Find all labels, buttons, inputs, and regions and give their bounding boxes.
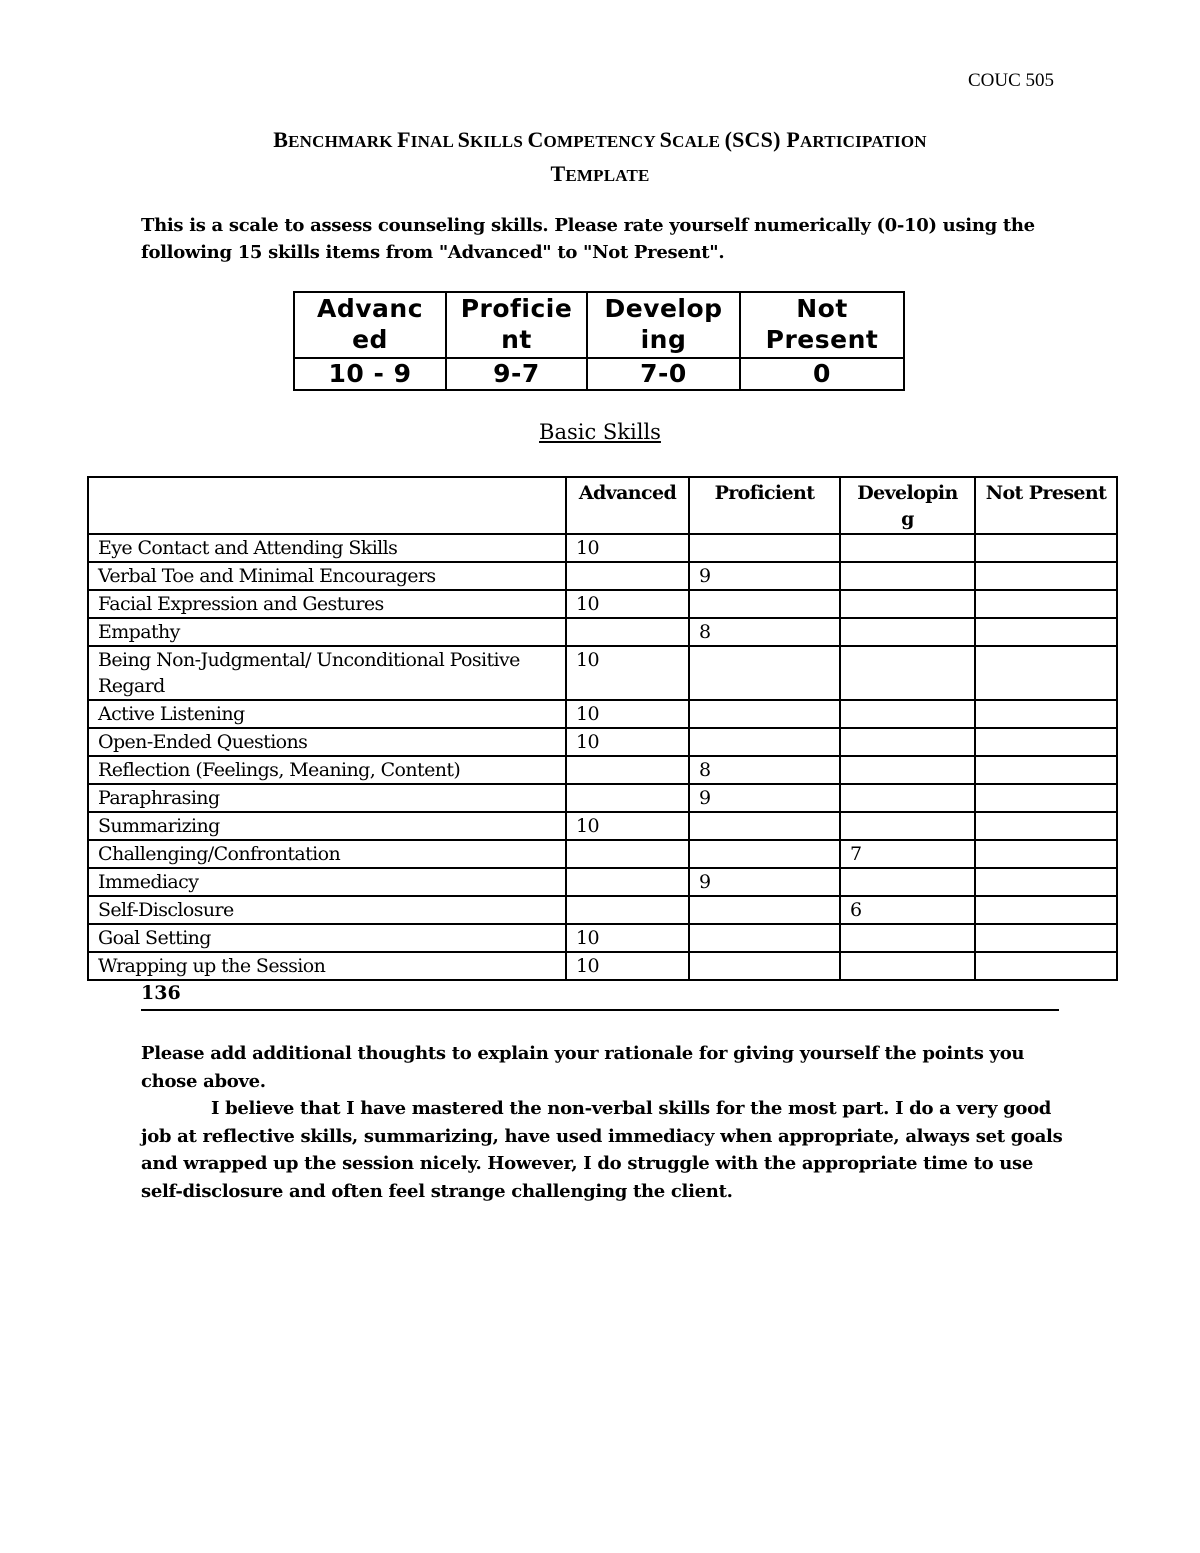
divider-line (141, 1009, 1059, 1011)
title-initial: P (786, 127, 800, 152)
advanced-cell: 10 (566, 728, 689, 756)
developing-cell: 6 (840, 896, 975, 924)
table-row (88, 618, 1117, 646)
proficient-cell (689, 896, 840, 924)
proficient-cell (689, 952, 840, 980)
proficient-cell: 9 (689, 868, 840, 896)
column-header-developing: Developin g (840, 477, 975, 534)
advanced-cell (566, 896, 689, 924)
table-row (88, 728, 1117, 756)
advanced-cell (566, 562, 689, 590)
proficient-cell (689, 646, 840, 700)
skill-name-cell: Paraphrasing (88, 784, 566, 812)
title-line-2 (140, 158, 1060, 192)
skill-name-cell: Eye Contact and Attending Skills (88, 534, 566, 562)
scale-header-advanced: Advanc ed (294, 292, 446, 358)
scale-range-advanced: 10 - 9 (294, 358, 446, 390)
table-row (88, 590, 1117, 618)
skill-name-cell: Empathy (88, 618, 566, 646)
proficient-cell (689, 812, 840, 840)
proficient-cell (689, 590, 840, 618)
advanced-cell: 10 (566, 952, 689, 980)
title-initial: (SCS) (724, 127, 787, 152)
scale-header-not-present: Not Present (740, 292, 904, 358)
section-heading: Basic Skills (539, 420, 661, 444)
table-row (88, 952, 1117, 980)
column-header-proficient: Proficient (689, 477, 840, 534)
developing-cell (840, 728, 975, 756)
column-header-skill (88, 477, 566, 534)
not-present-cell (975, 756, 1117, 784)
proficient-cell (689, 728, 840, 756)
scale-range-not-present: 0 (740, 358, 904, 390)
proficient-cell (689, 924, 840, 952)
advanced-cell (566, 756, 689, 784)
advanced-cell (566, 868, 689, 896)
skill-name-cell: Verbal Toe and Minimal Encouragers (88, 562, 566, 590)
not-present-cell (975, 728, 1117, 756)
title-small-caps: KILLS (470, 132, 528, 151)
skills-table (87, 476, 1118, 981)
table-row (88, 646, 1117, 700)
proficient-cell (689, 840, 840, 868)
proficient-cell: 8 (689, 618, 840, 646)
table-row (88, 896, 1117, 924)
title-initial: B (273, 127, 289, 152)
not-present-cell (975, 700, 1117, 728)
column-header-not-present: Not Present (975, 477, 1117, 534)
course-code: COUC 505 (968, 70, 1055, 91)
proficient-cell: 9 (689, 562, 840, 590)
table-row (88, 700, 1117, 728)
table-row (88, 840, 1117, 868)
not-present-cell (975, 646, 1117, 700)
table-row (88, 562, 1117, 590)
developing-cell (840, 952, 975, 980)
skill-name-cell: Reflection (Feelings, Meaning, Content) (88, 756, 566, 784)
not-present-cell (975, 784, 1117, 812)
not-present-cell (975, 590, 1117, 618)
developing-cell (840, 618, 975, 646)
advanced-cell (566, 784, 689, 812)
title-initial: F (397, 127, 411, 152)
title-small-caps: ARTICIPATION (799, 132, 927, 151)
skill-name-cell: Facial Expression and Gestures (88, 590, 566, 618)
table-row (88, 534, 1117, 562)
not-present-cell (975, 534, 1117, 562)
developing-cell (840, 812, 975, 840)
rationale-section (141, 1040, 1071, 1205)
skill-name-cell: Active Listening (88, 700, 566, 728)
developing-cell (840, 924, 975, 952)
document-title (140, 124, 1060, 192)
title-small-caps: OMPETENCY (543, 132, 660, 151)
advanced-cell: 10 (566, 700, 689, 728)
not-present-cell (975, 618, 1117, 646)
developing-cell (840, 756, 975, 784)
rationale-body: I believe that I have mastered the non-verbal skills for the most part. I do a very good job at reflective skills, summarizing, have used immediacy when appropriate, always set goals and wrapped up the session nicely. However, I do struggle with the appropriate time to use self-disclosure and often feel strange challenging the client. (141, 1098, 1063, 1202)
developing-cell: 7 (840, 840, 975, 868)
rating-scale-table (293, 291, 905, 391)
proficient-cell: 9 (689, 784, 840, 812)
skill-name-cell: Summarizing (88, 812, 566, 840)
title-initial: C (527, 127, 544, 152)
proficient-cell (689, 534, 840, 562)
title-initial: S (659, 127, 673, 152)
rationale-prompt: Please add additional thoughts to explain your rationale for giving yourself the points you chose above. (141, 1043, 1025, 1092)
scale-header-developing: Develop ing (587, 292, 740, 358)
developing-cell (840, 590, 975, 618)
not-present-cell (975, 812, 1117, 840)
not-present-cell (975, 868, 1117, 896)
skill-name-cell: Open-Ended Questions (88, 728, 566, 756)
title-small-caps: ENCHMARK (288, 132, 398, 151)
developing-cell (840, 868, 975, 896)
table-row (88, 924, 1117, 952)
scale-header-proficient: Proficie nt (446, 292, 587, 358)
not-present-cell (975, 562, 1117, 590)
advanced-cell: 10 (566, 812, 689, 840)
advanced-cell: 10 (566, 590, 689, 618)
total-score: 136 (141, 982, 181, 1004)
advanced-cell: 10 (566, 924, 689, 952)
table-row (88, 784, 1117, 812)
not-present-cell (975, 952, 1117, 980)
table-row (88, 812, 1117, 840)
developing-cell (840, 646, 975, 700)
advanced-cell (566, 618, 689, 646)
title-small-caps: INAL (410, 132, 458, 151)
skill-name-cell: Wrapping up the Session (88, 952, 566, 980)
developing-cell (840, 784, 975, 812)
intro-paragraph: This is a scale to assess counseling skills. Please rate yourself numerically (0-10) using the following 15 skills items from "Advanced" to "Not Present". (141, 215, 1035, 263)
proficient-cell (689, 700, 840, 728)
advanced-cell: 10 (566, 534, 689, 562)
title-small-caps: CALE (672, 132, 725, 151)
not-present-cell (975, 924, 1117, 952)
table-row (88, 756, 1117, 784)
title-line-1 (140, 124, 1060, 158)
developing-cell (840, 534, 975, 562)
developing-cell (840, 700, 975, 728)
table-row (88, 868, 1117, 896)
column-header-advanced: Advanced (566, 477, 689, 534)
advanced-cell (566, 840, 689, 868)
skill-name-cell: Being Non-Judgmental/ Unconditional Positive Regard (88, 646, 566, 700)
not-present-cell (975, 896, 1117, 924)
title-initial: T (550, 161, 566, 186)
scale-range-developing: 7-0 (587, 358, 740, 390)
skill-name-cell: Challenging/Confrontation (88, 840, 566, 868)
developing-cell (840, 562, 975, 590)
skill-name-cell: Immediacy (88, 868, 566, 896)
not-present-cell (975, 840, 1117, 868)
advanced-cell: 10 (566, 646, 689, 700)
title-small-caps: EMPLATE (565, 166, 650, 185)
skill-name-cell: Goal Setting (88, 924, 566, 952)
scale-range-proficient: 9-7 (446, 358, 587, 390)
title-initial: S (457, 127, 471, 152)
skill-name-cell: Self-Disclosure (88, 896, 566, 924)
proficient-cell: 8 (689, 756, 840, 784)
